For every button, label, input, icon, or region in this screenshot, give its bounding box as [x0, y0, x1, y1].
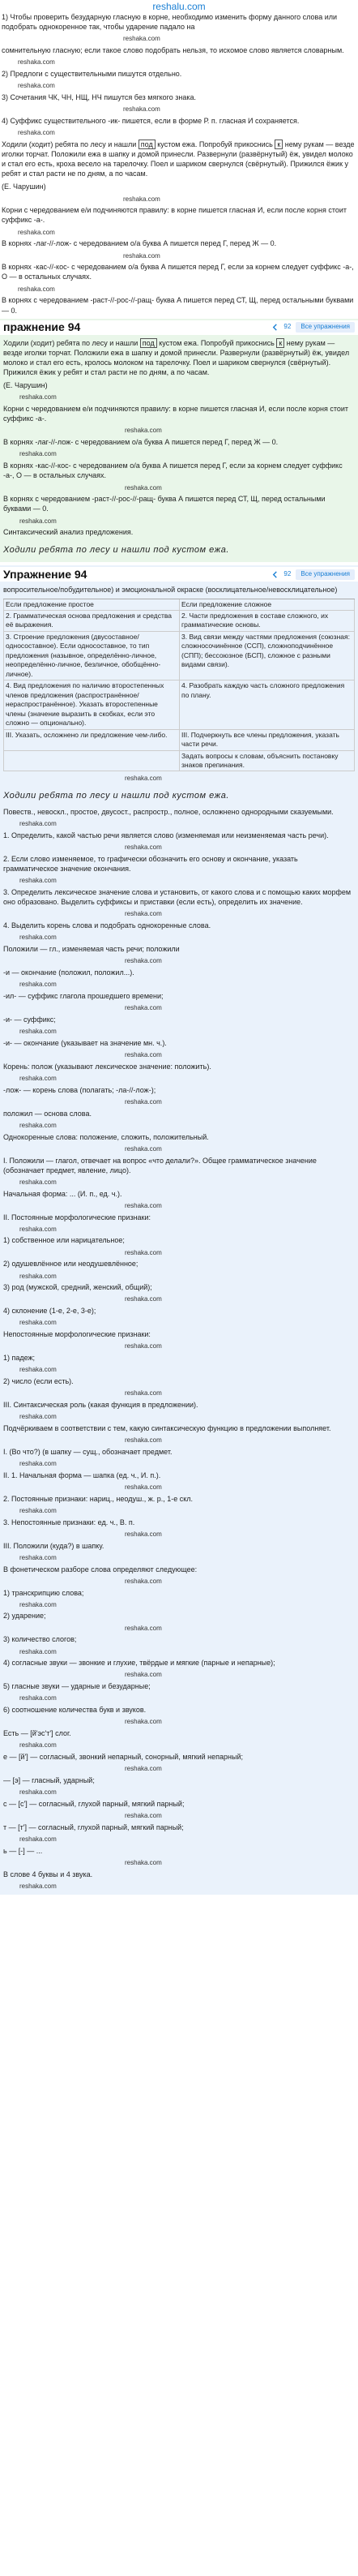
analysis-line: 6) соотношение количества букв и звуков. [3, 1706, 147, 1715]
analysis-line: 4) склонение (1-е, 2-е, 3-е); [3, 1307, 96, 1316]
exercise-header [0, 567, 358, 582]
watermark: reshaka.com [18, 58, 55, 67]
watermark: reshaka.com [123, 195, 160, 203]
watermark: reshaka.com [125, 1483, 162, 1491]
exercise-header [0, 320, 358, 335]
rule: Корни с чередованием е/и подчиняются правилу: в корне пишется гласная И, если после корня стоит суффикс -а-. [3, 405, 348, 423]
analysis-line: В фонетическом разборе слова определяют следующее: [3, 1565, 198, 1574]
analysis-line: III. Синтаксическая роль (какая функция в предложении). [3, 1401, 198, 1410]
analysis-line: Подчёркиваем в соответствии с тем, какую синтаксическую функцию в предложении выполняет. [3, 1423, 331, 1432]
watermark: reshaka.com [125, 844, 162, 852]
story-part: нему рукам — везде иголки торчат. Положили ежа в шапку и домой принесли. Развернули (развёрнутый) ёж, увидел молоко и стал его есть, кролось молоком на тарелочку. Поел и шариком свернулся (свёрнутый). Прижился ёжик у ребят и стал расти не по дням, а по часам. [3, 338, 350, 377]
exercise-title: Упражнение 94 [3, 567, 87, 581]
watermark: reshaka.com [123, 35, 160, 43]
watermark: reshaka.com [19, 1553, 57, 1561]
rule-3: 3) Сочетания ЧК, ЧН, НЩ, НЧ пишутся без мягкого знака. [2, 92, 197, 101]
watermark: reshaka.com [19, 1600, 57, 1608]
table-cell: 2. Грамматическая основа предложения и средства её выражения. [3, 611, 179, 632]
analysis-line: III. Положили (куда?) в шапку. [3, 1541, 104, 1550]
analysis-line: 5) гласные звуки — ударные и безударные; [3, 1682, 151, 1691]
table-cell: III. Указать, осложнено ли предложение чем-либо. [3, 730, 179, 751]
watermark: reshaka.com [125, 910, 162, 918]
analysis-line: 3) род (мужской, средний, женский, общий); [3, 1283, 152, 1292]
analysis-line: положил — основа слова. [3, 1109, 92, 1118]
watermark: reshaka.com [125, 483, 162, 492]
analysis-line: Непостоянные морфологические признаки: [3, 1330, 151, 1339]
analysis-line: Есть — [й'эс'т'] слог. [3, 1729, 71, 1738]
watermark: reshaka.com [125, 1342, 162, 1350]
analysis-line: 4) согласные звуки — звонкие и глухие, твёрдые и мягкие (парные и непарные); [3, 1659, 275, 1668]
watermark: reshaka.com [19, 1121, 57, 1129]
watermark: reshaka.com [19, 1178, 57, 1186]
analysis-line: Повеств., невоскл., простое, двусост., распростр., полное, осложнено однородными сказуемыми. [3, 808, 334, 817]
watermark: reshaka.com [19, 1460, 57, 1468]
watermark: reshaka.com [125, 1144, 162, 1153]
table-cell: 4. Разобрать каждую часть сложного предложения по плану. [179, 680, 355, 729]
watermark: reshaka.com [19, 1225, 57, 1233]
analysis-line: -лож- — корень слова (полагать; -ла-//-лож-); [3, 1085, 156, 1094]
analysis-line: II. Постоянные морфологические признаки: [3, 1213, 151, 1221]
watermark: reshaka.com [125, 1389, 162, 1397]
intro-text: вопросительное/побудительное) и эмоциональной окраске (восклицательное/невосклицательное) [3, 586, 338, 595]
story-part: нему рукам — везде иголки торчат. Положили ежа в шапку и домой принесли. Развернули (развёрнутый) ёж, увидел молоко и стал его есть, кроха весело на тарелочку. Поел и шариком свернулся (свёрнутый). Прижился ёжик у ребят и стал расти не по дням, а по часам. [2, 140, 355, 178]
analysis-line: — [э] — гласный, ударный; [3, 1776, 95, 1785]
rule-7: В корнях -кас-//-кос- с чередованием о/а буква А пишется перед Г, если за корнем следует суффикс -а-, О — в остальных случаях. [2, 263, 354, 281]
watermark: reshaka.com [19, 1272, 57, 1280]
watermark: reshaka.com [19, 934, 57, 942]
watermark: reshaka.com [125, 1004, 162, 1012]
watermark: reshaka.com [19, 1366, 57, 1374]
watermark: reshaka.com [125, 1097, 162, 1106]
table-header-cell: Если предложение сложное [179, 599, 355, 611]
story-part: Ходили (ходит) ребята по лесу и нашли [2, 140, 137, 148]
exercise-block [0, 565, 358, 1894]
analysis-line: 2) ударение; [3, 1612, 46, 1621]
watermark: reshaka.com [19, 1319, 57, 1327]
analysis-line: I. (Во что?) (в шапку — сущ., обозначает предмет. [3, 1447, 173, 1456]
analysis-lines [3, 807, 355, 1891]
analysis-line: с — [с'] — согласный, глухой парный, мягкий парный; [3, 1799, 185, 1808]
watermark: reshaka.com [19, 517, 57, 525]
analysis-line: 3. Непостоянные признаки: ед. ч., В. п. [3, 1518, 135, 1526]
rule-8: В корнях с чередованием -раст-//-рос-//-ращ- буква А пишется перед СТ, Щ, перед остальными буквами — 0. [2, 296, 354, 315]
watermark: reshaka.com [123, 105, 160, 114]
watermark: reshaka.com [19, 1413, 57, 1421]
story-part: кустом ежа. Попробуй прикоснись [159, 338, 275, 347]
analysis-line: т — [т'] — согласный, глухой парный, мягкий парный; [3, 1823, 184, 1831]
analysis-line: 1) собственное или нарицательное; [3, 1236, 125, 1245]
solution-page [0, 12, 358, 1895]
watermark: reshaka.com [19, 450, 57, 458]
rule-5: Корни с чередованием е/и подчиняются правилу: в корне пишется гласная И, если после корня стоит суффикс -а-. [2, 206, 347, 225]
analysis-line: -ил- — суффикс глагола прошедшего времени; [3, 991, 164, 1000]
watermark: reshaka.com [19, 1694, 57, 1702]
table-cell: III. Подчеркнуть все члены предложения, указать части речи. [179, 730, 355, 751]
table-cell: 4. Вид предложения по наличию второстепенных членов предложения (распространённое/нераспространённое). Указать второстепенные члены (значение выразить в скобках, если это сложно — опционально). [3, 680, 179, 729]
watermark: reshaka.com [19, 1741, 57, 1750]
syntax-sentence: Ходили ребята по лесу и нашли под кустом ежа. [3, 791, 229, 801]
author: (Е. Чарушин) [2, 182, 46, 191]
watermark: reshaka.com [19, 820, 57, 828]
analysis-line: Начальная форма: ... (И. п., ед. ч.). [3, 1189, 122, 1198]
rule-6: В корнях -лаг-//-лож- с чередованием о/а буква А пишется перед Г, перед Ж — 0. [2, 239, 277, 248]
table-cell: 3. Вид связи между частями предложения (союзная: сложносочинённое (ССП), сложноподчинённое (СПП); бессоюзное (БСП), сложное с разными видами связи). [179, 632, 355, 680]
analysis-line: -и- — суффикс; [3, 1015, 56, 1024]
rule-2: 2) Предлоги с существительными пишутся отдельно. [2, 70, 182, 79]
exercise-nav [271, 569, 355, 580]
table-cell: Задать вопросы к словам, объяснить постановку знаков препинания. [179, 751, 355, 772]
watermark: reshaka.com [19, 1506, 57, 1514]
analysis-line: Положили — гл., изменяемая часть речи; положили [3, 945, 180, 954]
analysis-line: 1) транскрипцию слова; [3, 1588, 84, 1597]
analysis-line: 3. Определить лексическое значение слова и установить, от какого слова и с помощью каких морфем оно образовано. Выделить суффиксы и приставки (если есть), определить их значение. [3, 888, 352, 907]
watermark: reshaka.com [125, 1671, 162, 1679]
rule: В корнях -лаг-//-лож- с чередованием о/а буква А пишется перед Г, перед Ж — 0. [3, 438, 279, 447]
analysis-line: В слове 4 буквы и 4 звука. [3, 1870, 93, 1878]
table-header-cell: Если предложение простое [3, 599, 179, 611]
analysis-line: I. Положили — глагол, отвечает на вопрос «что делали?». Общее грамматическое значение (обозначает предмет, явление, лицо). [3, 1156, 317, 1174]
watermark: reshaka.com [18, 82, 55, 90]
analysis-line: 1. Определить, какой частью речи является слово (изменяемая или неизменяемая часть речи). [3, 831, 329, 840]
story-part: Ходили (ходит) ребята по лесу и нашли [3, 338, 139, 347]
prev-exercise-link[interactable]: 92 [283, 323, 292, 331]
analysis-line: Однокоренные слова: положение, сложить, положительный. [3, 1132, 209, 1141]
rule-4: 4) Суффикс существительного -ик- пишется, если в форме Р. п. гласная И сохраняется. [2, 116, 300, 125]
syntax-title: Синтаксический анализ предложения. [3, 528, 134, 537]
all-exercises-button[interactable]: Все упражнения [296, 569, 355, 580]
watermark: reshaka.com [19, 877, 57, 885]
watermark: reshaka.com [19, 1835, 57, 1844]
prev-exercise-link[interactable]: 92 [283, 569, 292, 577]
watermark: reshaka.com [18, 228, 55, 236]
watermark: reshaka.com [125, 1858, 162, 1866]
story-text [2, 140, 356, 179]
watermark: reshaka.com [19, 1028, 57, 1036]
all-exercises-button[interactable]: Все упражнения [296, 322, 355, 333]
author: (Е. Чарушин) [3, 381, 48, 390]
watermark: reshaka.com [125, 1624, 162, 1632]
watermark: reshaka.com [125, 957, 162, 965]
analysis-line: 2. Если слово изменяемое, то графически обозначить его основу и окончание, указать грамматическое значение окончания. [3, 854, 298, 874]
watermark: reshaka.com [125, 1201, 162, 1209]
analysis-table [3, 599, 355, 772]
preposition-box: под [140, 338, 157, 348]
arrow-left-icon[interactable] [271, 571, 279, 578]
watermark: reshaka.com [19, 1788, 57, 1797]
watermark: reshaka.com [125, 1436, 162, 1445]
watermark: reshaka.com [19, 981, 57, 989]
story-part: кустом ежа. Попробуй прикоснись [157, 140, 273, 148]
arrow-left-icon[interactable] [271, 324, 279, 331]
watermark: reshaka.com [19, 1647, 57, 1655]
watermark: reshaka.com [123, 251, 160, 260]
analysis-line: 2) число (если есть). [3, 1377, 74, 1386]
watermark: reshaka.com [19, 393, 57, 401]
exercise-title: пражнение 94 [3, 320, 81, 334]
rule-1b: сомнительную гласную; если такое слово подобрать нельзя, то искомое слово является словарным. [2, 46, 344, 55]
analysis-line: 3) количество слогов; [3, 1635, 77, 1644]
watermark: reshaka.com [125, 775, 162, 783]
syntax-sentence: Ходили ребята по лесу и нашли под кустом ежа. [3, 544, 229, 555]
exercise-block [0, 319, 358, 563]
watermark: reshaka.com [125, 1050, 162, 1058]
analysis-line: 4. Выделить корень слова и подобрать однокоренные слова. [3, 921, 211, 930]
table-cell: 3. Строение предложения (двусоставное/односоставное). Если односоставное, то тип предложения (назывное, определённо-личное, неопределённо-личное, безличное, обобщённо-личное). [3, 632, 179, 680]
analysis-line: 2) одушевлённое или неодушевлённое; [3, 1260, 139, 1269]
preposition-box: к [276, 338, 284, 348]
rule: В корнях с чередованием -раст-//-рос-//-ращ- буква А пишется перед СТ, Щ, перед остальными буквами — 0. [3, 495, 326, 513]
preposition-box: к [275, 140, 283, 149]
analysis-line: ь — [-] — ... [3, 1846, 43, 1855]
exercise-nav [271, 322, 355, 333]
watermark: reshaka.com [18, 285, 55, 293]
preposition-box: под [139, 140, 156, 149]
watermark: reshaka.com [125, 1577, 162, 1585]
watermark: reshaka.com [125, 1765, 162, 1773]
analysis-line: 2. Постоянные признаки: нариц., неодуш., ж. р., 1-е скл. [3, 1494, 194, 1503]
rule: В корнях -кас-//-кос- с чередованием о/а буква А пишется перед Г, если за корнем следует суффикс -а-, О — в остальных случаях. [3, 462, 343, 480]
watermark: reshaka.com [125, 1812, 162, 1820]
watermark: reshaka.com [125, 427, 162, 435]
watermark: reshaka.com [125, 1248, 162, 1256]
table-cell: 2. Части предложения в составе сложного, их грамматические основы. [179, 611, 355, 632]
watermark: reshaka.com [125, 1530, 162, 1538]
story-text [3, 338, 355, 378]
table-cell [3, 751, 179, 772]
rule-1: 1) Чтобы проверить безударную гласную в корне, необходимо изменить форму данного слова или подобрать однокоренное так, чтобы ударение падало на [2, 13, 338, 32]
watermark: reshaka.com [125, 1295, 162, 1303]
analysis-line: Корень: полож (указывают лексическое значение: положить). [3, 1062, 211, 1071]
analysis-line: е — [й'] — согласный, звонкий непарный, сонорный, мягкий непарный; [3, 1753, 243, 1762]
analysis-line: -и- — окончание (указывает на значение мн. ч.). [3, 1038, 167, 1047]
analysis-line: 1) падеж; [3, 1354, 36, 1363]
watermark: reshaka.com [125, 1718, 162, 1726]
watermark: reshaka.com [19, 1882, 57, 1890]
analysis-line: II. 1. Начальная форма — шапка (ед. ч., И. п.). [3, 1470, 161, 1479]
analysis-line: -и — окончание (положил, положил...). [3, 968, 134, 977]
site-title[interactable]: reshalu.com [152, 1, 206, 12]
watermark: reshaka.com [18, 129, 55, 137]
watermark: reshaka.com [19, 1074, 57, 1082]
